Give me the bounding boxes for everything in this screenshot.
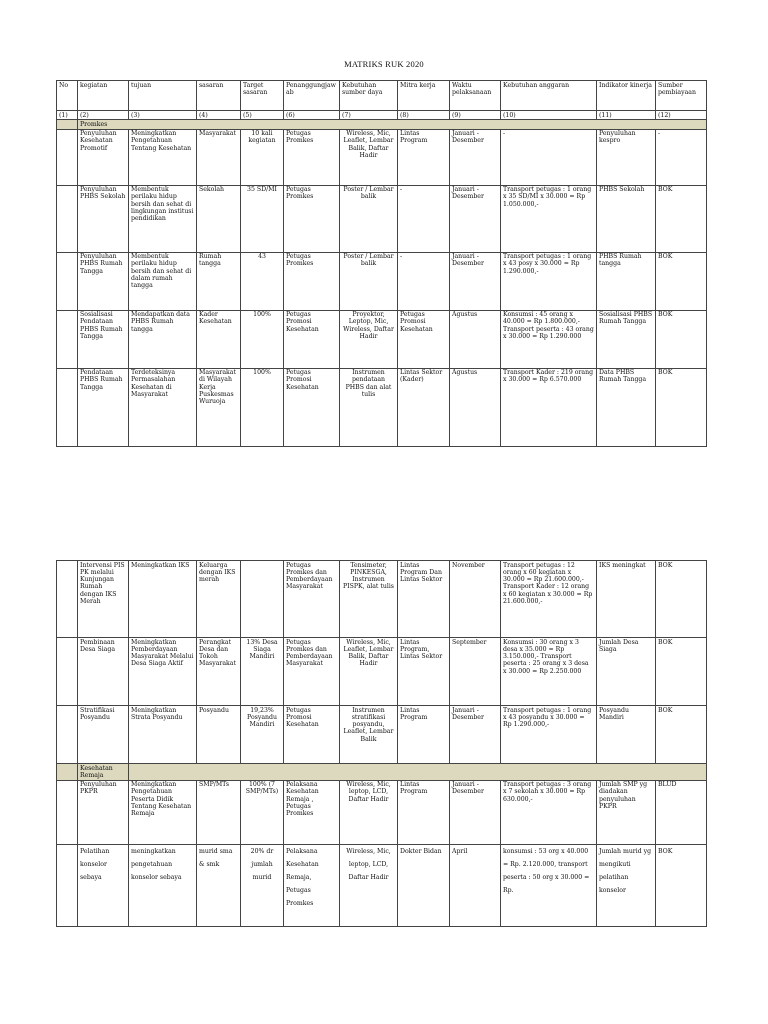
table-cell xyxy=(57,706,78,764)
table-cell: Januari - Desember xyxy=(450,185,501,252)
table-cell xyxy=(57,310,78,368)
table-cell: Instrumen stratifikasi posyandu, Leaflet, Lembar Balik xyxy=(340,706,398,764)
table-cell xyxy=(241,561,284,638)
table-cell: Mendapatkan data PHBS Rumah tangga xyxy=(129,310,197,368)
table-cell: November xyxy=(450,561,501,638)
table-cell: BOK xyxy=(656,368,707,446)
table-row xyxy=(57,185,707,252)
table-row xyxy=(57,638,707,706)
table-cell: 10 kali kegiatan xyxy=(241,129,284,185)
table-cell: Pendataan PHBS Rumah Tangga xyxy=(78,368,129,446)
table-cell: Penyuluhan Kesehatan Promotif xyxy=(78,129,129,185)
table-cell: 100% (7 SMP/MTs) xyxy=(241,780,284,844)
table-row xyxy=(57,310,707,368)
table-column-number-row xyxy=(57,111,707,120)
table-cell: Petugas Promkes xyxy=(284,185,340,252)
table-cell: Masyarakat di Wilayah Kerja Puskesmas Wuruoja xyxy=(197,368,241,446)
table-cell: meningkatkan pengetahuan konselor sebaya xyxy=(129,844,197,926)
table-cell xyxy=(57,129,78,185)
table-cell: Petugas Promkes dan Pemberdayaan Masyarakat xyxy=(284,638,340,706)
table-cell: Wireless, Mic, Leaflet, Lembar Balik, Daftar Hadir xyxy=(340,129,398,185)
table-cell: Lintas Program, Lintas Sektor xyxy=(398,638,450,706)
table-cell: Keluarga dengan IKS merah xyxy=(197,561,241,638)
column-header: No xyxy=(57,81,78,111)
table-cell: 19,23% Posyandu Mandiri xyxy=(241,706,284,764)
table-row xyxy=(57,252,707,310)
table-cell: Masyarakat xyxy=(197,129,241,185)
column-number: (5) xyxy=(241,111,284,120)
table-cell: Poster / Lembar balik xyxy=(340,185,398,252)
table-cell: SMP/MTs xyxy=(197,780,241,844)
table-cell: Transport petugas : 1 orang x 35 SD/MI x 30.000 = Rp 1.050.000,- xyxy=(501,185,597,252)
table-cell: Rumah tangga xyxy=(197,252,241,310)
table-cell: Lintas Sektor (Kader) xyxy=(398,368,450,446)
ruk-table-part-1 xyxy=(56,80,707,447)
table-cell xyxy=(57,252,78,310)
document-title: MATRIKS RUK 2020 xyxy=(344,59,424,69)
column-number: (6) xyxy=(284,111,340,120)
table-cell: Wireless, Mic, leptop, LCD, Daftar Hadir xyxy=(340,780,398,844)
table-cell: BOK xyxy=(656,844,707,926)
table-cell: Penyuluhan PKPR xyxy=(78,780,129,844)
table-cell: Posyandu xyxy=(197,706,241,764)
table-cell: Stratifikasi Posyandu xyxy=(78,706,129,764)
table-cell: Membentuk perilaku hidup bersih dan sehat di dalam rumah tangga xyxy=(129,252,197,310)
column-number: (4) xyxy=(197,111,241,120)
table-cell: Poster / Lembar balik xyxy=(340,252,398,310)
table-cell: murid sma & smk xyxy=(197,844,241,926)
table-cell: BOK xyxy=(656,252,707,310)
table-cell: Petugas Promosi Kesehatan xyxy=(284,706,340,764)
table-cell: BLUD xyxy=(656,780,707,844)
table-cell: - xyxy=(501,129,597,185)
table-cell: Meningkatkan Pengetahuan Tentang Kesehatan xyxy=(129,129,197,185)
column-number: (10) xyxy=(501,111,597,120)
column-header: Kebutuhan anggaran xyxy=(501,81,597,111)
table-cell: Lintas Program xyxy=(398,780,450,844)
table-cell: Terdeteksinya Permasalahan Kesehatan di Masyarakat xyxy=(129,368,197,446)
table-cell: Wireless, Mic, leptop, LCD, Daftar Hadir xyxy=(340,844,398,926)
table-cell: BOK xyxy=(656,706,707,764)
table-cell: Instrumen pendataan PHBS dan alat tulis xyxy=(340,368,398,446)
column-number: (12) xyxy=(656,111,707,120)
section-label: Promkes xyxy=(78,120,707,129)
table-cell: September xyxy=(450,638,501,706)
column-header: Waktu pelaksanaan xyxy=(450,81,501,111)
table-cell: Petugas Promkes xyxy=(284,252,340,310)
section-row-promkes xyxy=(57,120,707,129)
table-cell: - xyxy=(398,185,450,252)
table-row xyxy=(57,561,707,638)
table-cell: Data PHBS Rumah Tangga xyxy=(597,368,656,446)
table-cell: Dokter Bidan xyxy=(398,844,450,926)
table-row xyxy=(57,844,707,926)
table-cell: Pelatihan konselor sebaya xyxy=(78,844,129,926)
table-cell: Meningkatkan Strata Posyandu xyxy=(129,706,197,764)
column-header: Kebutuhan sumber daya xyxy=(340,81,398,111)
table-cell: Sosialisasi Pendataan PHBS Rumah Tangga xyxy=(78,310,129,368)
table-cell: Januari - Desember xyxy=(450,780,501,844)
table-cell: Petugas Promkes dan Pemberdayaan Masyarakat xyxy=(284,561,340,638)
table-cell: Meningkatkan IKS xyxy=(129,561,197,638)
table-cell: Petugas Promosi Kesehatan xyxy=(398,310,450,368)
table-cell: Perangkat Desa dan Tokoh Masyarakat xyxy=(197,638,241,706)
table-cell: Meningkatkan Pemberdayaan Masyarakat Melalui Desa Siaga Aktif xyxy=(129,638,197,706)
table-cell: Pelaksana Kesehatan Remaja , Petugas Promkes xyxy=(284,780,340,844)
column-header: Indikator kinerja xyxy=(597,81,656,111)
column-number: (8) xyxy=(398,111,450,120)
column-number: (3) xyxy=(129,111,197,120)
table-cell: Membentuk perilaku hidup bersih dan sehat di lingkungan institusi pendidikan xyxy=(129,185,197,252)
table-cell: Lintas Program xyxy=(398,129,450,185)
column-number: (11) xyxy=(597,111,656,120)
column-header: Sumber pembiayaan xyxy=(656,81,707,111)
column-header: Penanggungjawab xyxy=(284,81,340,111)
table-cell: Penyuluhan kespro xyxy=(597,129,656,185)
table-cell: 20% dr jumlah murid xyxy=(241,844,284,926)
table-cell: BOK xyxy=(656,561,707,638)
table-cell: Transport petugas : 1 orang x 43 posyandu x 30.000 = Rp 1.290.000,- xyxy=(501,706,597,764)
section-row-kesehatan-remaja xyxy=(57,764,707,781)
table-cell: Meningkatkan Pengetahuan Peserta Didik Tentang Kesehatan Remaja xyxy=(129,780,197,844)
table-cell xyxy=(57,844,78,926)
table-cell xyxy=(57,638,78,706)
table-row xyxy=(57,780,707,844)
table-cell xyxy=(57,185,78,252)
table-cell: - xyxy=(398,252,450,310)
table-row xyxy=(57,368,707,446)
table-row xyxy=(57,706,707,764)
table-cell xyxy=(57,368,78,446)
table-cell: Penyuluhan PHBS Rumah Tangga xyxy=(78,252,129,310)
table-cell: Januari - Desember xyxy=(450,252,501,310)
table-cell: Sosialisasi PHBS Rumah Tangga xyxy=(597,310,656,368)
table-cell: Transport petugas : 3 orang x 7 sekolah x 30.000 = Rp 630.000,- xyxy=(501,780,597,844)
table-cell: Jumlah SMP yg diadakan penyuluhan PKPR xyxy=(597,780,656,844)
section-label: Kesehatan Remaja xyxy=(78,764,129,781)
table-cell: Intervensi PIS PK melalui Kunjungan Rumah dengan IKS Merah xyxy=(78,561,129,638)
table-header-row xyxy=(57,81,707,111)
table-cell: Agustus xyxy=(450,310,501,368)
table-cell: 35 SD/MI xyxy=(241,185,284,252)
table-cell: IKS meningkat xyxy=(597,561,656,638)
table-cell: Wireless, Mic, Leaflet, Lembar Balik, Daftar Hadir xyxy=(340,638,398,706)
table-cell: Petugas Promosi Kesehatan xyxy=(284,310,340,368)
table-cell: Pembinaan Desa Siaga xyxy=(78,638,129,706)
table-cell: Konsumsi : 30 orang x 3 desa x 35.000 = Rp 3.150.000,- Transport peserta : 25 orang x 3 desa x 30.000 = Rp 2.250.000 xyxy=(501,638,597,706)
table-cell: - xyxy=(656,129,707,185)
table-cell: Transport petugas : 12 orang x 60 kegiatan x 30.000 = Rp 21.600.000,- Transport Kader : 12 orang x 60 kegiatan x 30.000 = Rp 21.600.000,- xyxy=(501,561,597,638)
table-cell: Petugas Promkes xyxy=(284,129,340,185)
column-header: sasaran xyxy=(197,81,241,111)
table-cell: Januari - Desember xyxy=(450,706,501,764)
table-cell: April xyxy=(450,844,501,926)
column-header: Target sasaran xyxy=(241,81,284,111)
table-row xyxy=(57,129,707,185)
column-header: tujuan xyxy=(129,81,197,111)
table-cell: Jumlah murid yg mengikuti pelatihan konselor xyxy=(597,844,656,926)
table-cell: Penyuluhan PHBS Sekolah xyxy=(78,185,129,252)
table-cell: Agustus xyxy=(450,368,501,446)
table-cell: Kader Kesehatan xyxy=(197,310,241,368)
table-cell: PHBS Sekolah xyxy=(597,185,656,252)
table-cell xyxy=(57,561,78,638)
column-number: (9) xyxy=(450,111,501,120)
table-cell: Petugas Promosi Kesehatan xyxy=(284,368,340,446)
table-cell xyxy=(57,780,78,844)
column-header: Mitra kerja xyxy=(398,81,450,111)
table-cell: Lintas Program xyxy=(398,706,450,764)
column-number: (2) xyxy=(78,111,129,120)
table-cell: BOK xyxy=(656,185,707,252)
table-cell: Transport petugas : 1 orang x 43 posy x 30.000 = Rp 1.290.000,- xyxy=(501,252,597,310)
table-cell: 43 xyxy=(241,252,284,310)
table-cell: konsumsi : 53 org x 40.000 = Rp. 2.120.000, transport peserta : 50 org x 30.000 = Rp. xyxy=(501,844,597,926)
table-cell: PHBS Rumah tangga xyxy=(597,252,656,310)
table-cell: Posyandu Mandiri xyxy=(597,706,656,764)
table-cell: Lintas Program Dan Lintas Sektor xyxy=(398,561,450,638)
column-number: (1) xyxy=(57,111,78,120)
table-cell: Transport Kader : 219 orang x 30.000 = Rp 6.570.000 xyxy=(501,368,597,446)
table-cell: Konsumsi : 45 orang x 40.000 = Rp 1.800.000,- Transport peserta : 43 orang x 30.000 = Rp 1.290.000 xyxy=(501,310,597,368)
column-header: kegiatan xyxy=(78,81,129,111)
ruk-table-part-2 xyxy=(56,560,707,927)
table-cell: 100% xyxy=(241,368,284,446)
table-cell: Jumlah Desa Siaga xyxy=(597,638,656,706)
table-cell: 13% Desa Siaga Mandiri xyxy=(241,638,284,706)
table-cell: Sekolah xyxy=(197,185,241,252)
table-cell: Proyektor, Leptop, Mic, Wireless, Daftar Hadir xyxy=(340,310,398,368)
column-number: (7) xyxy=(340,111,398,120)
table-cell: BOK xyxy=(656,638,707,706)
table-cell: Januari - Desember xyxy=(450,129,501,185)
table-cell: BOK xyxy=(656,310,707,368)
table-cell: Tensimeter, PINKESGA, Instrumen PISPK, alat tulis xyxy=(340,561,398,638)
table-cell: 100% xyxy=(241,310,284,368)
table-cell: Pelaksana Kesehatan Remaja, Petugas Promkes xyxy=(284,844,340,926)
